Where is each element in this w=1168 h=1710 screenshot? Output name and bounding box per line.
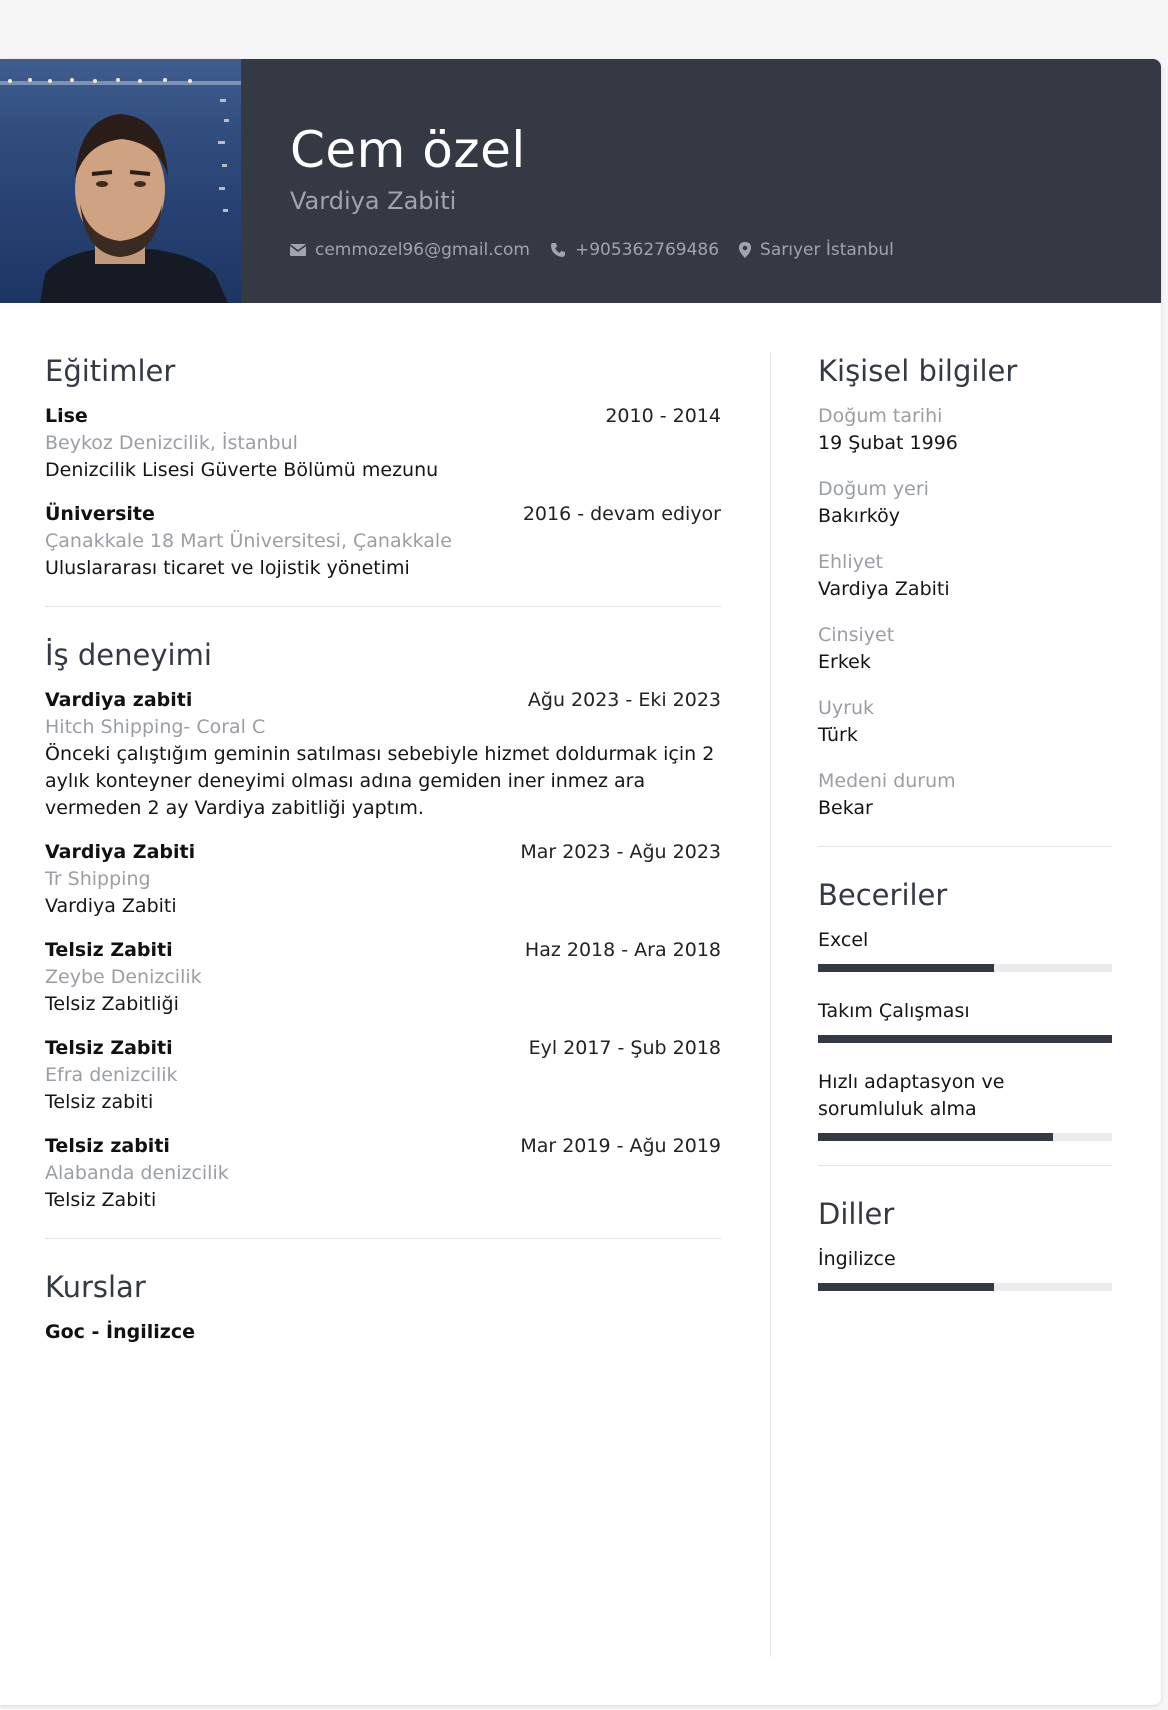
info-value: Bekar	[818, 797, 873, 819]
entry-description: Önceki çalıştığım geminin satılması sebebiyle hizmet doldurmak için 2 aylık konteyner deneyimi olması adına gemiden iner inmez ara vermeden 2 ay Vardiya zabitliği yaptım.	[45, 743, 715, 819]
location-text: Sarıyer İstanbul	[760, 240, 894, 260]
languages-section	[818, 1192, 1112, 1291]
contact-email[interactable]	[290, 240, 530, 260]
entry-date: Haz 2018 - Ara 2018	[524, 939, 721, 961]
level-bar-fill	[818, 964, 994, 972]
skills-section	[818, 873, 1112, 1141]
info-label: Doğum yeri	[818, 478, 929, 500]
entry-description: Uluslararası ticaret ve lojistik yönetimi	[45, 557, 410, 579]
entry-header	[45, 501, 721, 528]
section-title: Diller	[818, 1197, 895, 1231]
entry-header	[45, 687, 721, 714]
entry-item	[45, 839, 721, 920]
entry-title: Telsiz Zabiti	[45, 939, 173, 961]
info-item	[818, 695, 1112, 749]
entry-subtitle: Beykoz Denizcilik, İstanbul	[45, 432, 298, 454]
level-bar	[818, 1133, 1112, 1141]
candidate-job-title: Vardiya Zabiti	[290, 187, 457, 215]
entry-title: Telsiz zabiti	[45, 1135, 170, 1157]
skill-label: Excel	[818, 929, 869, 951]
skill-label: Hızlı adaptasyon ve sorumluluk alma	[818, 1071, 1005, 1120]
info-value: Türk	[818, 724, 858, 746]
info-value: Bakırköy	[818, 505, 900, 527]
map-pin-icon	[739, 242, 751, 258]
level-bar	[818, 1283, 1112, 1291]
section-title: Eğitimler	[45, 354, 176, 388]
resume-header	[0, 59, 1161, 303]
phone-text: +905362769486	[575, 240, 720, 260]
level-bar-fill	[818, 1133, 1053, 1141]
level-bar	[818, 964, 1112, 972]
contact-phone[interactable]	[550, 240, 719, 260]
entry-description: Telsiz Zabitliği	[45, 993, 179, 1015]
column-divider	[770, 352, 771, 1657]
entry-subtitle: Tr Shipping	[45, 868, 151, 890]
email-text: cemmozel96@gmail.com	[315, 240, 530, 260]
info-label: Ehliyet	[818, 551, 883, 573]
entry-item	[45, 937, 721, 1018]
entry-title: Lise	[45, 405, 88, 427]
skill-item	[818, 998, 1112, 1043]
contact-bar	[290, 240, 914, 260]
info-item	[818, 622, 1112, 676]
level-bar	[818, 1035, 1112, 1043]
entry-header	[45, 1035, 721, 1062]
candidate-name: Cem özel	[290, 121, 526, 179]
entry-date: Eyl 2017 - Şub 2018	[528, 1037, 721, 1059]
skill-item	[818, 1069, 1112, 1141]
level-bar-fill	[818, 1035, 1112, 1043]
entry-date: Ağu 2023 - Eki 2023	[527, 689, 721, 711]
courses-list	[45, 1319, 721, 1346]
info-label: Uyruk	[818, 697, 875, 719]
entry-date: Mar 2019 - Ağu 2019	[520, 1135, 721, 1157]
resume-page	[0, 59, 1161, 1705]
side-column	[818, 349, 1112, 1291]
entry-title: Vardiya Zabiti	[45, 841, 196, 863]
entry-date: Mar 2023 - Ağu 2023	[520, 841, 721, 863]
main-column	[45, 349, 721, 1346]
entry-subtitle: Çanakkale 18 Mart Üniversitesi, Çanakkale	[45, 530, 452, 552]
info-label: Cinsiyet	[818, 624, 895, 646]
section-title: İş deneyimi	[45, 638, 212, 672]
entry-date: 2016 - devam ediyor	[522, 503, 721, 525]
entry-date: 2010 - 2014	[605, 405, 721, 427]
entry-subtitle: Hitch Shipping- Coral C	[45, 716, 266, 738]
skill-label: İngilizce	[818, 1248, 896, 1270]
level-bar-fill	[818, 1283, 994, 1291]
info-label: Doğum tarihi	[818, 405, 943, 427]
section-title: Beceriler	[818, 878, 948, 912]
language-item	[818, 1246, 1112, 1291]
contact-location	[739, 240, 894, 260]
envelope-icon	[290, 244, 306, 256]
skill-item	[818, 927, 1112, 972]
info-item	[818, 403, 1112, 457]
entry-header	[45, 403, 721, 430]
skills-list	[818, 927, 1112, 1141]
section-title: Kurslar	[45, 1270, 146, 1304]
section-divider	[45, 1238, 721, 1239]
courses-section	[45, 1265, 721, 1346]
info-label: Medeni durum	[818, 770, 956, 792]
entry-item	[45, 1133, 721, 1214]
personal-info-list	[818, 403, 1112, 822]
entry-item	[45, 403, 721, 484]
entry-title: Telsiz Zabiti	[45, 1037, 173, 1059]
entry-item	[45, 687, 721, 822]
languages-list	[818, 1246, 1112, 1291]
entry-title: Goc - İngilizce	[45, 1321, 195, 1343]
info-item	[818, 768, 1112, 822]
experience-list	[45, 687, 721, 1214]
section-divider	[818, 1165, 1112, 1166]
info-item	[818, 549, 1112, 603]
personal-info-section	[818, 349, 1112, 822]
entry-header	[45, 1319, 721, 1346]
entry-description: Telsiz zabiti	[45, 1091, 154, 1113]
entry-description: Vardiya Zabiti	[45, 895, 177, 917]
entry-subtitle: Zeybe Denizcilik	[45, 966, 202, 988]
entry-title: Üniversite	[45, 503, 155, 525]
education-section	[45, 349, 721, 582]
section-divider	[818, 846, 1112, 847]
section-title: Kişisel bilgiler	[818, 354, 1018, 388]
info-value: Erkek	[818, 651, 871, 673]
section-divider	[45, 606, 721, 607]
entry-subtitle: Alabanda denizcilik	[45, 1162, 229, 1184]
entry-item	[45, 501, 721, 582]
phone-icon	[550, 242, 566, 258]
info-value: Vardiya Zabiti	[818, 578, 950, 600]
info-item	[818, 476, 1112, 530]
entry-header	[45, 839, 721, 866]
education-list	[45, 403, 721, 582]
skill-label: Takım Çalışması	[818, 1000, 970, 1022]
entry-title: Vardiya zabiti	[45, 689, 193, 711]
entry-header	[45, 1133, 721, 1160]
entry-description: Denizcilik Lisesi Güverte Bölümü mezunu	[45, 459, 439, 481]
profile-photo	[0, 59, 241, 303]
entry-subtitle: Efra denizcilik	[45, 1064, 178, 1086]
entry-description: Telsiz Zabiti	[45, 1189, 157, 1211]
entry-header	[45, 937, 721, 964]
info-value: 19 Şubat 1996	[818, 432, 958, 454]
entry-item	[45, 1319, 721, 1346]
entry-item	[45, 1035, 721, 1116]
experience-section	[45, 633, 721, 1214]
